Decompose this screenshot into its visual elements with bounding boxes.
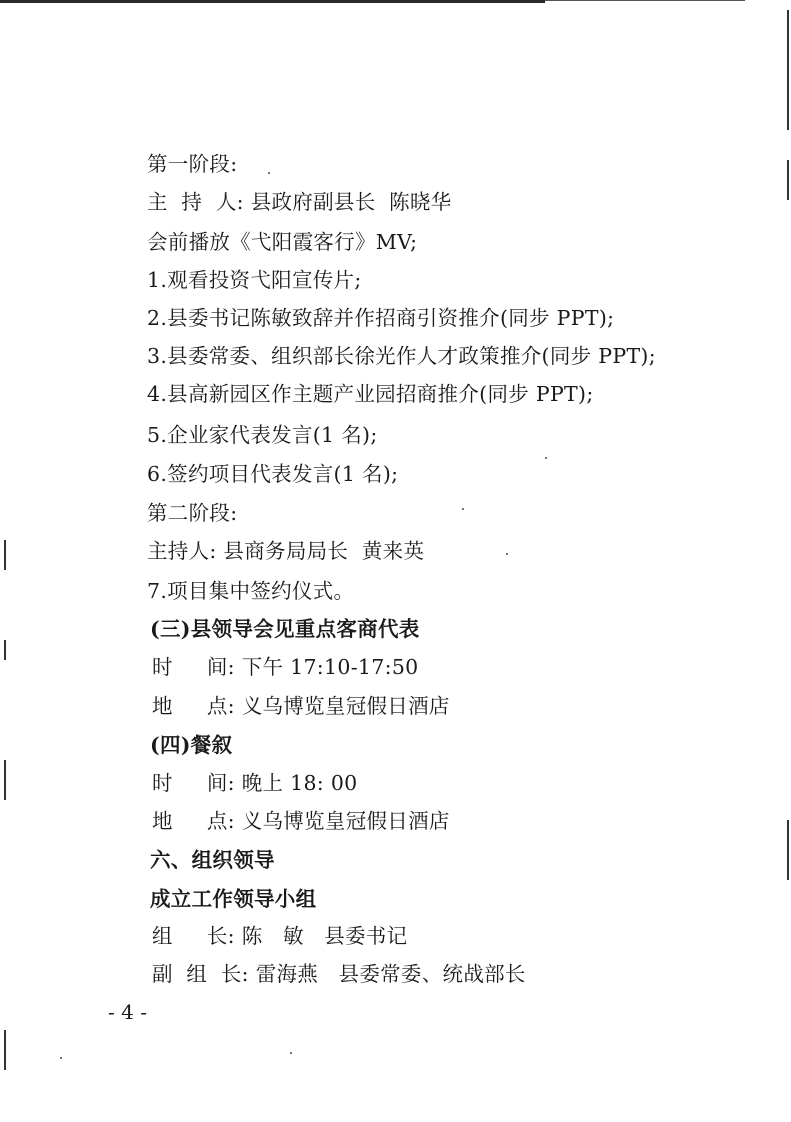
scan-edge-right-3 (787, 820, 789, 880)
scan-border-top (0, 0, 545, 3)
place-line-1: 地 点: 义乌博览皇冠假日酒店 (152, 694, 450, 718)
section-4-heading: (四)餐叙 (150, 733, 233, 757)
scan-edge-left-1 (4, 540, 6, 570)
group-heading: 成立工作领导小组 (150, 887, 317, 911)
host-line-2: 主持人: 县商务局局长 黄来英 (147, 539, 425, 563)
scan-speck (545, 457, 547, 459)
scan-speck (462, 508, 464, 510)
scan-edge-left-4 (4, 1030, 6, 1070)
page-number: - 4 - (108, 1000, 147, 1024)
scan-border-top-thin (545, 0, 745, 1)
scan-speck (290, 1052, 292, 1054)
item-3: 3.县委常委、组织部长徐光作人才政策推介(同步 PPT); (147, 344, 656, 368)
scan-edge-right-2 (787, 160, 789, 200)
stage-one-heading: 第一阶段: (147, 152, 238, 176)
time-line-2: 时 间: 晚上 18: 00 (152, 771, 358, 795)
item-6: 6.签约项目代表发言(1 名); (147, 462, 399, 486)
item-7: 7.项目集中签约仪式。 (147, 579, 355, 603)
place-line-2: 地 点: 义乌博览皇冠假日酒店 (152, 809, 450, 833)
scan-edge-right-1 (787, 10, 789, 130)
time-line-1: 时 间: 下午 17:10-17:50 (152, 655, 419, 679)
item-4: 4.县高新园区作主题产业园招商推介(同步 PPT); (147, 382, 594, 406)
host-line: 主 持 人: 县政府副县长 陈晓华 (147, 190, 452, 214)
stage-two-heading: 第二阶段: (147, 501, 238, 525)
mv-line: 会前播放《弋阳霞客行》MV; (147, 230, 418, 254)
scan-speck (506, 553, 508, 555)
deputy-leader-line: 副 组 长: 雷海燕 县委常委、统战部长 (152, 962, 526, 986)
section-3-heading: (三)县领导会见重点客商代表 (150, 617, 420, 641)
item-1: 1.观看投资弋阳宣传片; (147, 268, 362, 292)
scan-edge-left-2 (4, 640, 6, 660)
scan-edge-left-3 (4, 760, 6, 800)
item-5: 5.企业家代表发言(1 名); (147, 423, 378, 447)
item-2: 2.县委书记陈敏致辞并作招商引资推介(同步 PPT); (147, 306, 615, 330)
scan-speck (60, 1057, 62, 1059)
scan-speck (268, 172, 270, 174)
leader-line: 组 长: 陈 敏 县委书记 (152, 924, 408, 948)
section-6-heading: 六、组织领导 (150, 848, 275, 872)
